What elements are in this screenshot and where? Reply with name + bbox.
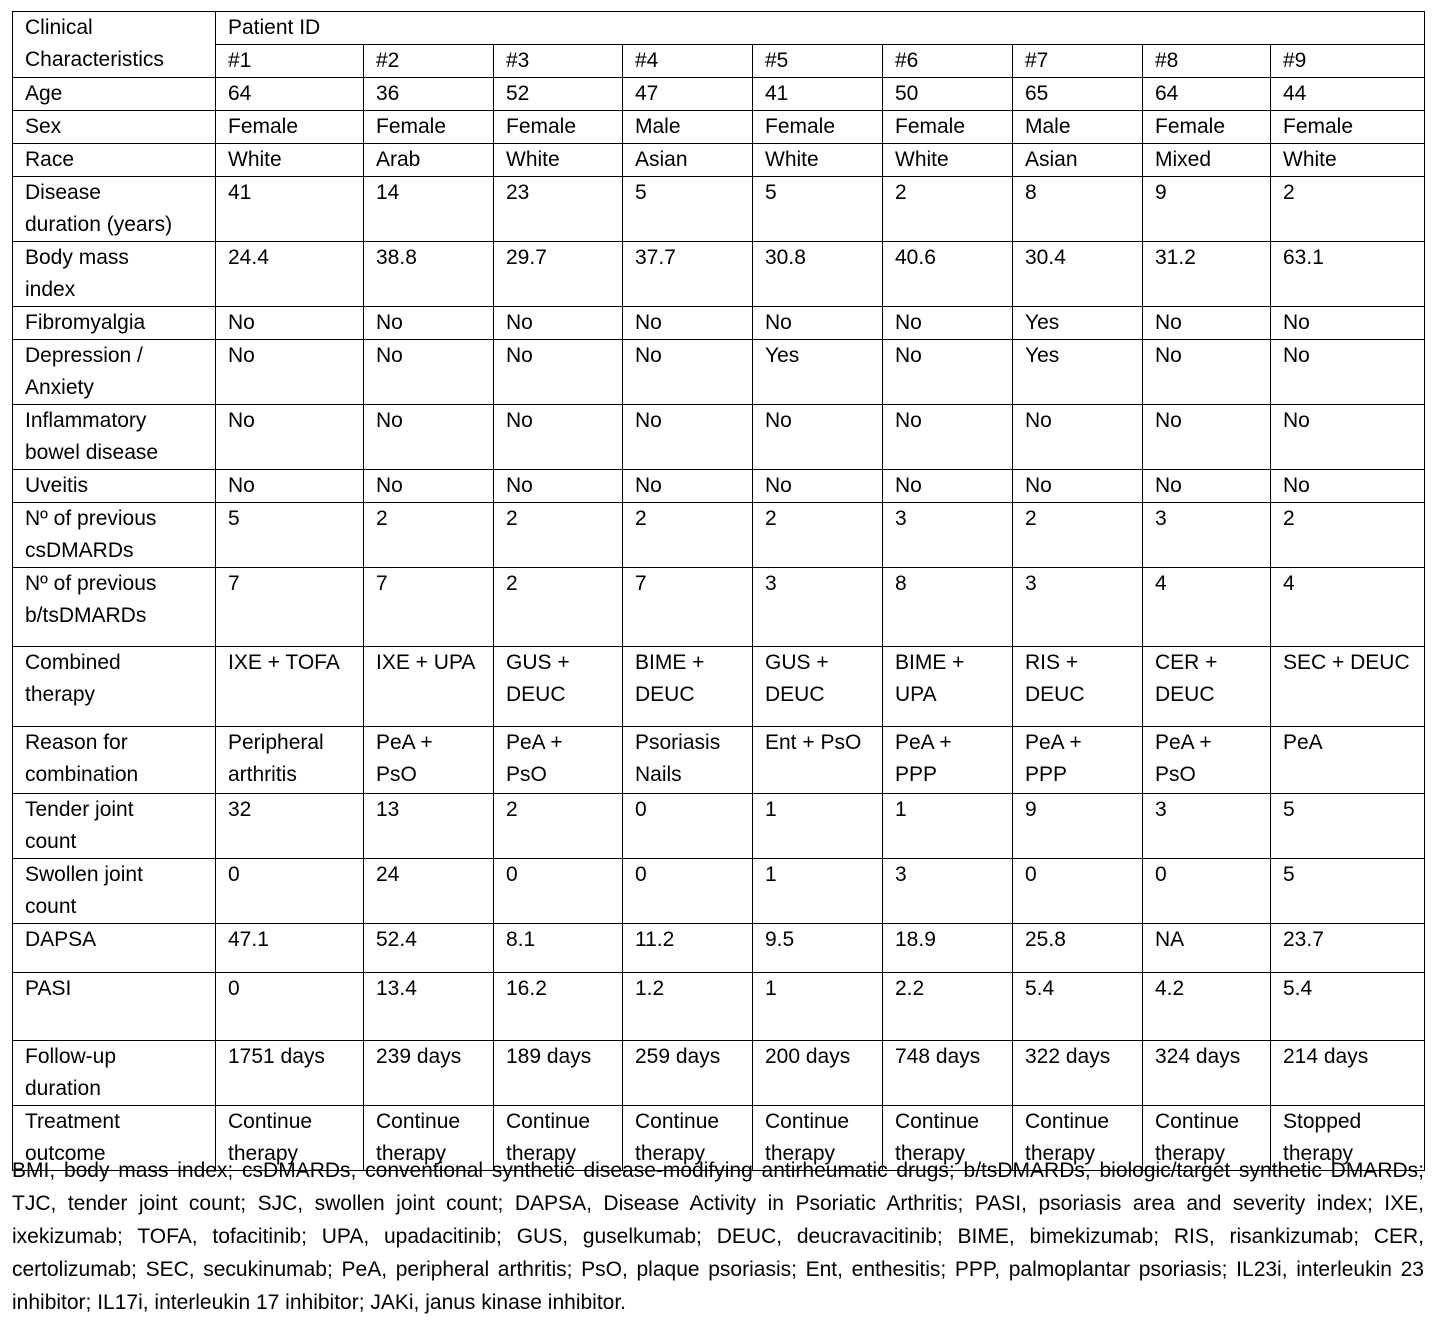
table-cell: No [1271, 470, 1425, 503]
table-cell: Continue therapy [216, 1106, 364, 1171]
table-cell: Ent + PsO [753, 727, 883, 794]
table-cell: 259 days [623, 1041, 753, 1106]
table-cell: No [1143, 405, 1271, 470]
table-cell: 25.8 [1013, 924, 1143, 973]
table-cell: 2 [1271, 177, 1425, 242]
patient-id-header: #5 [753, 45, 883, 78]
table-row [13, 1041, 1425, 1106]
table-cell: 8.1 [494, 924, 623, 973]
table-cell: No [364, 340, 494, 405]
table-cell: 50 [883, 78, 1013, 111]
table-body [13, 12, 1425, 1171]
table-cell: 5.4 [1271, 973, 1425, 1041]
table-cell: No [1271, 340, 1425, 405]
table-cell: 239 days [364, 1041, 494, 1106]
table-cell: White [216, 144, 364, 177]
row-label: Age [13, 78, 216, 111]
table-cell: No [623, 470, 753, 503]
table-row [13, 568, 1425, 647]
patient-id-header: #1 [216, 45, 364, 78]
table-cell: 2 [883, 177, 1013, 242]
table-cell: CER + DEUC [1143, 647, 1271, 727]
table-cell: No [883, 340, 1013, 405]
row-label: Treatment outcome [13, 1106, 216, 1171]
table-cell: 64 [216, 78, 364, 111]
table-row [13, 859, 1425, 924]
table-cell: 3 [1143, 794, 1271, 859]
row-label: Combined therapy [13, 647, 216, 727]
row-label: Sex [13, 111, 216, 144]
table-cell: BIME + UPA [883, 647, 1013, 727]
table-cell: Continue therapy [1013, 1106, 1143, 1171]
table-cell: 9.5 [753, 924, 883, 973]
table-cell: 0 [623, 859, 753, 924]
row-label: Depression / Anxiety [13, 340, 216, 405]
table-cell: No [494, 405, 623, 470]
patient-id-header: #8 [1143, 45, 1271, 78]
table-cell: Yes [1013, 307, 1143, 340]
table-cell: No [1013, 405, 1143, 470]
table-cell: IXE + UPA [364, 647, 494, 727]
table-cell: 4 [1271, 568, 1425, 647]
table-cell: 1 [753, 859, 883, 924]
table-row [13, 924, 1425, 973]
table-cell: PeA [1271, 727, 1425, 794]
table-cell: 4.2 [1143, 973, 1271, 1041]
table-cell: No [623, 307, 753, 340]
table-cell: 2 [753, 503, 883, 568]
table-cell: Male [1013, 111, 1143, 144]
row-label: Nº of previous b/tsDMARDs [13, 568, 216, 647]
table-cell: IXE + TOFA [216, 647, 364, 727]
table-cell: No [753, 307, 883, 340]
table-cell: 3 [1013, 568, 1143, 647]
table-cell: 8 [1013, 177, 1143, 242]
table-cell: 7 [364, 568, 494, 647]
table-cell: No [494, 307, 623, 340]
table-cell: 13.4 [364, 973, 494, 1041]
table-cell: 3 [1143, 503, 1271, 568]
table-cell: 5 [216, 503, 364, 568]
table-cell: 1751 days [216, 1041, 364, 1106]
table-cell: 1 [753, 973, 883, 1041]
row-label: Nº of previous csDMARDs [13, 503, 216, 568]
table-cell: 1.2 [623, 973, 753, 1041]
table-cell: 16.2 [494, 973, 623, 1041]
table-cell: 23.7 [1271, 924, 1425, 973]
table-cell: 5 [1271, 859, 1425, 924]
table-cell: Continue therapy [753, 1106, 883, 1171]
row-label: Tender joint count [13, 794, 216, 859]
table-cell: No [1271, 307, 1425, 340]
table-cell: No [1271, 405, 1425, 470]
table-cell: White [753, 144, 883, 177]
table-cell: White [1271, 144, 1425, 177]
row-label: PASI [13, 973, 216, 1041]
table-cell: Yes [753, 340, 883, 405]
table-cell: 29.7 [494, 242, 623, 307]
row-label: Swollen joint count [13, 859, 216, 924]
table-cell: Continue therapy [883, 1106, 1013, 1171]
table-footnote: BMI, body mass index; csDMARDs, conventional synthetic disease-modifying antirheumatic drugs; b/tsDMARDs, biologic/target synthetic DMARDs; TJC, tender joint count; SJC, swollen joint count; DAPSA, Disease Activity in Psoriatic Arthritis; PASI, psoriasis area and severity index; IXE, ixekizumab; TOFA, tofacitinib; UPA, upadacitinib; GUS, guselkumab; DEUC, deucravacitinib; BIME, bimekizumab; RIS, risankizumab; CER, certolizumab; SEC, secukinumab; PeA, peripheral arthritis; PsO, plaque psoriasis; Ent, enthesitis; PPP, palmoplantar psoriasis; IL23i, interleukin 23 inhibitor; IL17i, interleukin 17 inhibitor; JAKi, janus kinase inhibitor. [12, 1159, 1424, 1314]
table-cell: Stopped therapy [1271, 1106, 1425, 1171]
row-label: Race [13, 144, 216, 177]
table-cell: PeA + PPP [883, 727, 1013, 794]
table-cell: 3 [883, 859, 1013, 924]
table-cell: Continue therapy [494, 1106, 623, 1171]
table-row [13, 144, 1425, 177]
table-row [13, 242, 1425, 307]
table-cell: 1 [753, 794, 883, 859]
table-cell: SEC + DEUC [1271, 647, 1425, 727]
table-cell: 14 [364, 177, 494, 242]
table-cell: 2 [1271, 503, 1425, 568]
table-cell: White [883, 144, 1013, 177]
table-cell: PeA + PsO [494, 727, 623, 794]
table-row [13, 470, 1425, 503]
table-cell: 63.1 [1271, 242, 1425, 307]
table-cell: 0 [1013, 859, 1143, 924]
row-label: Inflammatory bowel disease [13, 405, 216, 470]
table-cell: 189 days [494, 1041, 623, 1106]
table-cell: No [883, 307, 1013, 340]
clinical-characteristics-table [12, 11, 1425, 1171]
table-cell: 38.8 [364, 242, 494, 307]
table-cell: No [364, 307, 494, 340]
table-cell: Psoriasis Nails [623, 727, 753, 794]
table-row [13, 405, 1425, 470]
table-cell: GUS + DEUC [494, 647, 623, 727]
table-cell: Continue therapy [364, 1106, 494, 1171]
table-cell: Female [1271, 111, 1425, 144]
table-row [13, 177, 1425, 242]
table-cell: No [753, 470, 883, 503]
table-cell: Arab [364, 144, 494, 177]
table-cell: 4 [1143, 568, 1271, 647]
table-cell: 2 [623, 503, 753, 568]
table-cell: 748 days [883, 1041, 1013, 1106]
header-row-group [13, 12, 1425, 45]
row-label: Follow-up duration [13, 1041, 216, 1106]
table-cell: 2.2 [883, 973, 1013, 1041]
table-cell: 44 [1271, 78, 1425, 111]
table-cell: No [216, 340, 364, 405]
row-label: Body mass index [13, 242, 216, 307]
table-cell: 41 [753, 78, 883, 111]
table-cell: 7 [216, 568, 364, 647]
row-label: Disease duration (years) [13, 177, 216, 242]
table-cell: 5 [753, 177, 883, 242]
table-cell: 2 [494, 794, 623, 859]
table-cell: 13 [364, 794, 494, 859]
table-cell: Female [883, 111, 1013, 144]
table-cell: No [1143, 307, 1271, 340]
table-cell: 1 [883, 794, 1013, 859]
table-cell: 18.9 [883, 924, 1013, 973]
table-cell: PeA + PsO [364, 727, 494, 794]
table-row [13, 794, 1425, 859]
table-cell: 31.2 [1143, 242, 1271, 307]
table-cell: 5 [623, 177, 753, 242]
table-cell: 24.4 [216, 242, 364, 307]
table-cell: 65 [1013, 78, 1143, 111]
table-cell: No [364, 405, 494, 470]
table-cell: 2 [494, 568, 623, 647]
table-cell: 37.7 [623, 242, 753, 307]
corner-header-cell: Clinical Characteristics [13, 12, 216, 78]
table-cell: 64 [1143, 78, 1271, 111]
table-cell: 5.4 [1013, 973, 1143, 1041]
table-cell: No [883, 470, 1013, 503]
table-cell: White [494, 144, 623, 177]
table-cell: 214 days [1271, 1041, 1425, 1106]
table-cell: 5 [1271, 794, 1425, 859]
table-cell: 2 [494, 503, 623, 568]
table-cell: 0 [216, 973, 364, 1041]
table-cell: GUS + DEUC [753, 647, 883, 727]
table-cell: No [1143, 340, 1271, 405]
table-cell: Continue therapy [1143, 1106, 1271, 1171]
table-cell: Mixed [1143, 144, 1271, 177]
table-cell: 3 [753, 568, 883, 647]
table-cell: 0 [216, 859, 364, 924]
table-cell: 200 days [753, 1041, 883, 1106]
table-row [13, 647, 1425, 727]
table-row [13, 307, 1425, 340]
patient-id-header: #3 [494, 45, 623, 78]
table-cell: Female [753, 111, 883, 144]
table-cell: No [494, 470, 623, 503]
table-cell: 30.8 [753, 242, 883, 307]
table-cell: Yes [1013, 340, 1143, 405]
row-label: DAPSA [13, 924, 216, 973]
table-cell: 3 [883, 503, 1013, 568]
table-cell: 36 [364, 78, 494, 111]
patient-id-header: #4 [623, 45, 753, 78]
table-cell: 47.1 [216, 924, 364, 973]
table-cell: Female [216, 111, 364, 144]
table-cell: Asian [623, 144, 753, 177]
table-cell: No [494, 340, 623, 405]
patient-id-header: #2 [364, 45, 494, 78]
table-cell: 47 [623, 78, 753, 111]
table-cell: 322 days [1013, 1041, 1143, 1106]
patient-id-group-header: Patient ID [216, 12, 1425, 45]
row-label: Reason for combination [13, 727, 216, 794]
table-cell: 0 [494, 859, 623, 924]
table-cell: 32 [216, 794, 364, 859]
table-cell: 0 [623, 794, 753, 859]
table-cell: 23 [494, 177, 623, 242]
table-cell: 2 [1013, 503, 1143, 568]
table-cell: No [216, 405, 364, 470]
table-cell: 11.2 [623, 924, 753, 973]
table-row [13, 78, 1425, 111]
table-cell: PeA + PsO [1143, 727, 1271, 794]
table-cell: No [623, 405, 753, 470]
table-cell: 324 days [1143, 1041, 1271, 1106]
table-cell: 30.4 [1013, 242, 1143, 307]
table-cell: 9 [1143, 177, 1271, 242]
table-cell: Female [1143, 111, 1271, 144]
table-cell: No [364, 470, 494, 503]
row-label: Uveitis [13, 470, 216, 503]
table-cell: No [883, 405, 1013, 470]
table-cell: 24 [364, 859, 494, 924]
table-cell: No [753, 405, 883, 470]
table-cell: 41 [216, 177, 364, 242]
table-cell: Peripheral arthritis [216, 727, 364, 794]
header-row-patient-ids [13, 45, 1425, 78]
table-cell: No [1013, 470, 1143, 503]
patient-id-header: #9 [1271, 45, 1425, 78]
table-cell: Female [494, 111, 623, 144]
table-row [13, 727, 1425, 794]
table-cell: No [1143, 470, 1271, 503]
table-cell: No [216, 470, 364, 503]
table-cell: No [623, 340, 753, 405]
table-cell: No [216, 307, 364, 340]
table-cell: 7 [623, 568, 753, 647]
table-cell: 40.6 [883, 242, 1013, 307]
table-cell: Asian [1013, 144, 1143, 177]
table-cell: Continue therapy [623, 1106, 753, 1171]
patient-id-header: #6 [883, 45, 1013, 78]
table-row [13, 340, 1425, 405]
table-cell: Male [623, 111, 753, 144]
table-row [13, 503, 1425, 568]
table-cell: 9 [1013, 794, 1143, 859]
clinical-table-container [12, 11, 1424, 1171]
table-row [13, 973, 1425, 1041]
table-cell: NA [1143, 924, 1271, 973]
table-cell: 52 [494, 78, 623, 111]
table-cell: RIS + DEUC [1013, 647, 1143, 727]
table-cell: 0 [1143, 859, 1271, 924]
patient-id-header: #7 [1013, 45, 1143, 78]
table-cell: BIME + DEUC [623, 647, 753, 727]
table-cell: 8 [883, 568, 1013, 647]
row-label: Fibromyalgia [13, 307, 216, 340]
table-cell: PeA + PPP [1013, 727, 1143, 794]
table-row [13, 111, 1425, 144]
table-cell: 52.4 [364, 924, 494, 973]
table-cell: Female [364, 111, 494, 144]
table-cell: 2 [364, 503, 494, 568]
